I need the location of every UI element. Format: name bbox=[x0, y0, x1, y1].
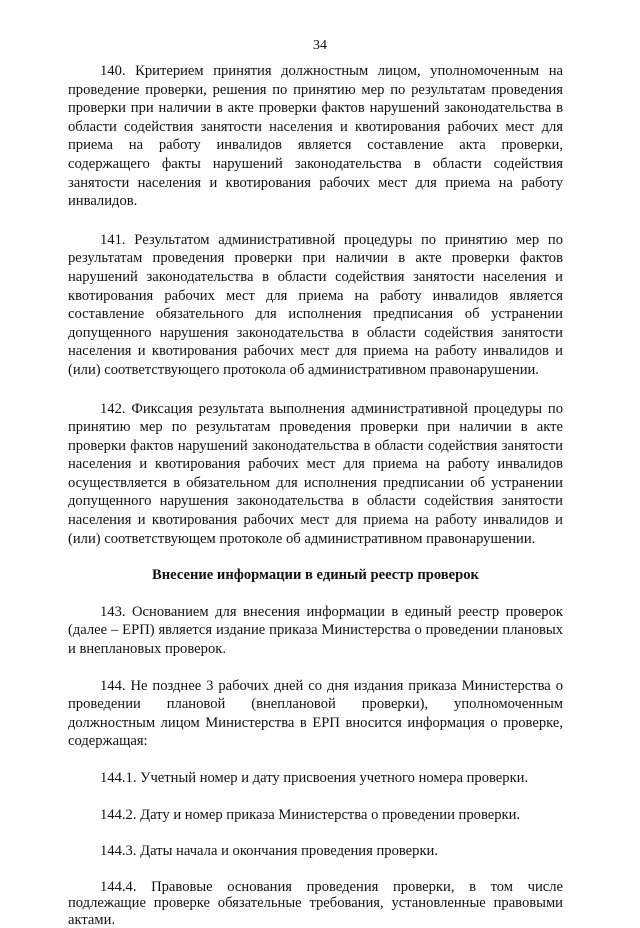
paragraph-144-4: 144.4. Правовые основания проведения проверки, в том числе подлежащие проверке обязательные требования, установленные правовыми актами. bbox=[68, 878, 563, 928]
paragraph-141: 141. Результатом административной процедуры по принятию мер по результатам проведения проверки при наличии в акте проверки фактов нарушений законодательства в области содействия занятости населения и квотирования рабочих мест для приема на работу инвалидов является составление обязательного для исполнения предписания об устранении допущенного нарушения законодательства в области содействия занятости населения и квотирования рабочих мест для приема на работу инвалидов и (или) соответствующего протокола об административном правонарушении. bbox=[68, 231, 563, 378]
paragraph-144-3: 144.3. Даты начала и окончания проведения проверки. bbox=[100, 843, 438, 860]
paragraph-143: 143. Основанием для внесения информации в единый реестр проверок (далее – ЕРП) является издание приказа Министерства о проведении плановых и внеплановых проверок. bbox=[68, 603, 563, 658]
paragraph-144-1: 144.1. Учетный номер и дату присвоения учетного номера проверки. bbox=[100, 770, 529, 786]
paragraph-140: 140. Критерием принятия должностным лицом, уполномоченным на проведение проверки, решения по принятию мер по результатам проведения проверки при наличии в акте проверки фактов нарушений законодательства в области содействия занятости населения и квотирования рабочих мест для приема на работу инвалидов является составление акта проверки, содержащего факты нарушений законодательства в области содействия занятости населения и квотирования рабочих мест для приема на работу инвалидов. bbox=[68, 63, 563, 210]
paragraph-144: 144. Не позднее 3 рабочих дней со дня издания приказа Министерства о проведении плановой (внеплановой проверки), уполномоченным должностным лицом Министерства в ЕРП вносится информация о проверке, содержащая: bbox=[68, 677, 563, 750]
section-heading: Внесение информации в единый реестр проверок bbox=[152, 567, 479, 584]
paragraph-144-2: 144.2. Дату и номер приказа Министерства о проведении проверки. bbox=[100, 806, 521, 823]
document-body bbox=[68, 62, 563, 928]
page-number: 34 bbox=[313, 38, 327, 53]
paragraph-142: 142. Фиксация результата выполнения административной процедуры по принятию мер по результатам проведения проверки при наличии в акте проверки фактов нарушений законодательства в области содействия занятости населения и квотирования рабочих мест для приема на работу инвалидов осуществляется в обязательном для исполнения предписании об устранении допущенного нарушения законодательства в области содействия занятости населения и квотирования рабочих мест для приема на работу инвалидов и (или) соответствующем протоколе об административном правонарушении. bbox=[68, 400, 563, 547]
